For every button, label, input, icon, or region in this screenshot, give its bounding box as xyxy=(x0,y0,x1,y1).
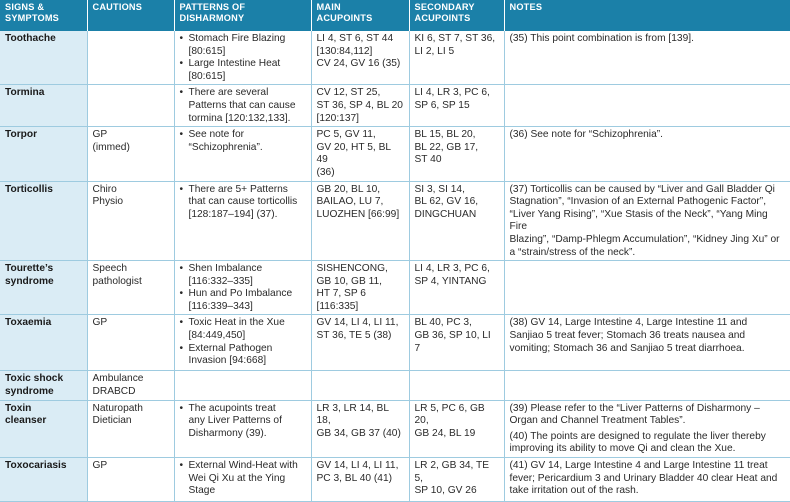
main-acupoint-line: GV 20, HT 5, BL 49 xyxy=(316,141,391,166)
secondary-acupoint-line: LR 2, GB 34, TE 5, xyxy=(414,460,490,484)
main-acupoint-line: GV 14, LI 4, LI 11, xyxy=(316,317,399,329)
secondary-acupoints-cell xyxy=(409,127,504,181)
pattern-list xyxy=(180,317,306,367)
pattern-line: • External Wind-Heat with xyxy=(188,460,298,472)
notes-cell xyxy=(504,127,790,181)
cautions-cell xyxy=(87,31,174,85)
pattern-line: tormina [120:132,133]. xyxy=(188,112,291,124)
sign-line: Tormina xyxy=(5,87,45,99)
cautions-cell xyxy=(87,181,174,261)
pattern-item xyxy=(180,460,306,498)
pattern-line: [128:187–194] (37). xyxy=(188,208,278,220)
sign-line: syndrome xyxy=(5,386,54,398)
notes-cell xyxy=(504,400,790,457)
table-row xyxy=(0,261,790,315)
note-line: Stagnation”, “Invasion of an External Pathogenic Factor”, xyxy=(509,196,767,208)
pattern-list xyxy=(180,403,306,441)
main-acupoints-cell xyxy=(311,31,409,85)
patterns-cell xyxy=(174,458,311,502)
patterns-cell xyxy=(174,181,311,261)
caution-line: Naturopath xyxy=(92,402,143,414)
pattern-line: Wei Qi Xu at the Ying xyxy=(188,472,286,484)
main-acupoint-line: [120:137] xyxy=(316,112,359,124)
pattern-line: • Shen Imbalance xyxy=(188,263,263,275)
main-acupoint-line: SISHENCONG, xyxy=(316,263,388,275)
table-row xyxy=(0,181,790,261)
main-acupoint-line: ST 36, SP 4, BL 20 xyxy=(316,99,403,111)
header-notes: NOTES xyxy=(504,0,790,31)
secondary-acupoint-line: LI 4, LR 3, PC 6, xyxy=(414,87,490,99)
main-acupoints-cell xyxy=(311,261,409,315)
pattern-line: [116:339–343] xyxy=(188,300,253,312)
pattern-line: [80:615] xyxy=(188,45,226,57)
note-line: fever; Pericardium 3 and Urinary Bladder 40 clear Heat and xyxy=(509,472,778,484)
secondary-acupoint-line: LI 2, LI 5 xyxy=(414,45,455,57)
pattern-list xyxy=(180,460,306,498)
patterns-cell xyxy=(174,315,311,371)
caution-line: pathologist xyxy=(92,275,142,287)
main-acupoint-line: HT 7, SP 6 xyxy=(316,288,366,300)
pattern-line: any Liver Patterns of xyxy=(188,415,282,427)
sign-line: cleanser xyxy=(5,415,47,427)
sign-line: Torpor xyxy=(5,129,38,141)
note-line: (38) GV 14, Large Intestine 4, Large Intestine 11 and xyxy=(509,317,748,329)
main-acupoint-line: GB 34, GB 37 (40) xyxy=(316,427,401,439)
patterns-cell xyxy=(174,31,311,85)
sign-cell xyxy=(0,181,87,261)
header-row xyxy=(0,0,790,31)
sign-cell xyxy=(0,400,87,457)
main-acupoints-cell xyxy=(311,127,409,181)
table-row xyxy=(0,315,790,371)
table-row xyxy=(0,400,790,457)
sign-line: Toothache xyxy=(5,33,56,44)
main-acupoints-cell xyxy=(311,315,409,371)
main-acupoint-line: CV 24, GV 16 (35) xyxy=(316,58,401,70)
notes-cell xyxy=(504,181,790,261)
secondary-acupoints-cell xyxy=(409,371,504,400)
secondary-acupoint-line: SP 4, YINTANG xyxy=(414,275,487,287)
note-paragraph xyxy=(510,129,786,142)
pattern-line: Stage xyxy=(188,485,216,497)
note-paragraph xyxy=(510,460,786,498)
header-cautions: CAUTIONS xyxy=(87,0,174,31)
secondary-acupoints-cell xyxy=(409,400,504,457)
sign-cell xyxy=(0,371,87,400)
sign-cell xyxy=(0,315,87,371)
sign-cell xyxy=(0,261,87,315)
cautions-cell xyxy=(87,261,174,315)
main-acupoint-line: LI 4, ST 6, ST 44 xyxy=(316,33,394,44)
pattern-line: • Stomach Fire Blazing xyxy=(188,33,286,44)
caution-line: Speech xyxy=(92,263,128,275)
sign-line: Toxaemia xyxy=(5,317,52,329)
pattern-list xyxy=(180,263,306,313)
notes-cell xyxy=(504,458,790,502)
note-paragraph xyxy=(510,33,786,46)
note-line: vomiting; Stomach 36 and Sanjiao 5 treat diarrhoea. xyxy=(509,342,745,354)
note-line: a “strain/stress of the neck”. xyxy=(509,246,636,258)
note-line: Sanjiao 5 treat fever; Stomach 36 treats nausea and xyxy=(509,330,746,342)
note-line: (36) See note for “Schizophrenia”. xyxy=(509,129,663,141)
notes-cell xyxy=(504,371,790,400)
secondary-acupoint-line: GB 36, SP 10, LI 7 xyxy=(414,330,491,354)
sign-line: Toxin xyxy=(5,402,32,414)
main-acupoint-line: BAILAO, LU 7, xyxy=(316,196,384,208)
main-acupoint-line: GB 20, BL 10, xyxy=(316,183,381,195)
secondary-acupoints-cell xyxy=(409,31,504,85)
patterns-cell xyxy=(174,261,311,315)
main-acupoint-line: [130:84,112] xyxy=(316,45,373,57)
caution-line: Dietician xyxy=(92,415,132,427)
secondary-acupoint-line: SP 10, GV 26 xyxy=(414,485,477,497)
main-acupoint-line: CV 12, ST 25, xyxy=(316,87,381,99)
cautions-cell xyxy=(87,315,174,371)
secondary-acupoint-line: LR 5, PC 6, GB 20, xyxy=(414,402,485,427)
note-line: improving its ability to move Qi and clean the Xue. xyxy=(509,443,736,455)
main-acupoints-cell xyxy=(311,458,409,502)
patterns-cell xyxy=(174,400,311,457)
note-line: Organ and Channel Treatment Tables”. xyxy=(509,415,686,427)
pattern-item xyxy=(180,317,306,342)
note-paragraph xyxy=(510,317,786,355)
main-acupoints-cell xyxy=(311,181,409,261)
sign-line: syndrome xyxy=(5,275,54,287)
pattern-line: • External Pathogen xyxy=(188,342,273,354)
pattern-line: [80:615] xyxy=(188,70,226,82)
note-line: Blazing”, “Damp-Phlegm Accumulation”, “Kidney Jing Xu” or xyxy=(509,233,780,245)
secondary-acupoint-line: GB 24, BL 19 xyxy=(414,427,476,439)
pattern-line: Patterns that can cause xyxy=(188,99,296,111)
caution-line: GP xyxy=(92,129,108,141)
main-acupoint-line: ST 36, TE 5 (38) xyxy=(316,330,392,342)
table-row xyxy=(0,85,790,127)
sign-cell xyxy=(0,458,87,502)
sign-cell xyxy=(0,85,87,127)
pattern-line: [116:332–335] xyxy=(188,275,253,287)
main-acupoint-line: LUOZHEN [66:99] xyxy=(316,208,400,220)
pattern-item xyxy=(180,129,306,154)
header-patterns-of-disharmony: PATTERNS OF DISHARMONY xyxy=(174,0,311,31)
main-acupoints-cell xyxy=(311,400,409,457)
note-line: (35) This point combination is from [139]. xyxy=(509,33,694,44)
secondary-acupoints-cell xyxy=(409,261,504,315)
pattern-item xyxy=(180,288,306,313)
note-line: (39) Please refer to the “Liver Patterns of Disharmony – xyxy=(509,402,760,414)
sign-line: Torticollis xyxy=(5,183,53,195)
cautions-cell xyxy=(87,400,174,457)
pattern-line: • There are 5+ Patterns xyxy=(188,183,288,195)
notes-cell xyxy=(504,315,790,371)
secondary-acupoint-line: BL 62, GV 16, xyxy=(414,196,479,208)
caution-line: Ambulance xyxy=(92,373,144,385)
pattern-line: • The acupoints treat xyxy=(188,402,276,414)
main-acupoint-line: [116:335] xyxy=(316,300,359,312)
pattern-line: • There are several xyxy=(188,87,269,99)
table-row xyxy=(0,371,790,400)
secondary-acupoint-line: SP 6, SP 15 xyxy=(414,99,470,111)
pattern-line: • See note for xyxy=(188,129,245,141)
main-acupoint-line: GV 14, LI 4, LI 11, xyxy=(316,460,399,472)
pattern-line: that can cause torticollis xyxy=(188,196,298,208)
pattern-list xyxy=(180,184,306,222)
pattern-line: [84:449,450] xyxy=(188,330,246,342)
pattern-list xyxy=(180,33,306,83)
sign-line: Toxocariasis xyxy=(5,460,67,472)
main-acupoint-line: GB 10, GB 11, xyxy=(316,275,382,287)
sign-cell xyxy=(0,31,87,85)
secondary-acupoints-cell xyxy=(409,181,504,261)
note-paragraph xyxy=(510,184,786,260)
note-line: (41) GV 14, Large Intestine 4 and Large Intestine 11 treat xyxy=(509,460,768,472)
pattern-item xyxy=(180,184,306,222)
main-acupoints-cell xyxy=(311,85,409,127)
note-line: “Liver Yang Rising”, “Xue Stasis of the Neck”, “Yang Ming Fire xyxy=(509,208,768,233)
secondary-acupoints-cell xyxy=(409,85,504,127)
patterns-cell xyxy=(174,85,311,127)
pattern-line: Disharmony (39). xyxy=(188,427,267,439)
pattern-item xyxy=(180,263,306,288)
sign-line: Tourette’s xyxy=(5,263,54,275)
notes-cell xyxy=(504,31,790,85)
header-secondary-acupoints: SECONDARY ACUPOINTS xyxy=(409,0,504,31)
pattern-item xyxy=(180,33,306,58)
header-signs-symptoms: SIGNS & SYMPTOMS xyxy=(0,0,87,31)
pattern-list xyxy=(180,87,306,125)
sign-cell xyxy=(0,127,87,181)
pattern-line: “Schizophrenia”. xyxy=(188,141,263,153)
note-line: (40) The points are designed to regulate the liver thereby xyxy=(509,430,766,442)
main-acupoint-line: PC 5, GV 11, xyxy=(316,129,376,141)
pattern-item xyxy=(180,87,306,125)
cautions-cell xyxy=(87,127,174,181)
main-acupoint-line: LR 3, LR 14, BL 18, xyxy=(316,402,389,427)
table-row xyxy=(0,127,790,181)
caution-line: GP xyxy=(92,317,108,329)
secondary-acupoint-line: BL 22, GB 17, xyxy=(414,141,479,153)
notes-cell xyxy=(504,261,790,315)
caution-line: Physio xyxy=(92,196,124,208)
caution-line: Chiro xyxy=(92,183,117,195)
main-acupoints-cell xyxy=(311,371,409,400)
table-row xyxy=(0,31,790,85)
notes-cell xyxy=(504,85,790,127)
header-main-acupoints: MAIN ACUPOINTS xyxy=(311,0,409,31)
secondary-acupoint-line: LI 4, LR 3, PC 6, xyxy=(414,263,490,275)
cautions-cell xyxy=(87,85,174,127)
sign-line: Toxic shock xyxy=(5,373,64,385)
cautions-cell xyxy=(87,458,174,502)
cautions-cell xyxy=(87,371,174,400)
main-acupoint-line: PC 3, BL 40 (41) xyxy=(316,472,393,484)
pattern-list xyxy=(180,129,306,154)
pattern-line: • Large Intestine Heat xyxy=(188,58,281,70)
secondary-acupoints-cell xyxy=(409,458,504,502)
patterns-cell xyxy=(174,127,311,181)
secondary-acupoint-line: BL 15, BL 20, xyxy=(414,129,476,141)
secondary-acupoint-line: DINGCHUAN xyxy=(414,208,477,220)
patterns-cell xyxy=(174,371,311,400)
secondary-acupoint-line: SI 3, SI 14, xyxy=(414,183,465,195)
pattern-line: • Hun and Po Imbalance xyxy=(188,288,293,300)
note-paragraph xyxy=(510,431,786,456)
pattern-item xyxy=(180,58,306,83)
secondary-acupoint-line: BL 40, PC 3, xyxy=(414,317,472,329)
main-acupoint-line: (36) xyxy=(316,166,335,178)
note-paragraph xyxy=(510,403,786,428)
caution-line: GP xyxy=(92,460,108,472)
secondary-acupoint-line: ST 40 xyxy=(414,154,442,166)
caution-line: DRABCD xyxy=(92,386,136,398)
pattern-line: Invasion [94:668] xyxy=(188,355,267,367)
note-line: (37) Torticollis can be caused by “Liver and Gall Bladder Qi xyxy=(509,183,775,195)
pattern-item xyxy=(180,403,306,441)
secondary-acupoints-cell xyxy=(409,315,504,371)
note-line: take irritation out of the rash. xyxy=(509,485,639,497)
pattern-line: • Toxic Heat in the Xue xyxy=(188,317,285,329)
secondary-acupoint-line: KI 6, ST 7, ST 36, xyxy=(414,33,496,44)
table-row xyxy=(0,458,790,502)
caution-line: (immed) xyxy=(92,141,130,153)
pattern-item xyxy=(180,343,306,368)
